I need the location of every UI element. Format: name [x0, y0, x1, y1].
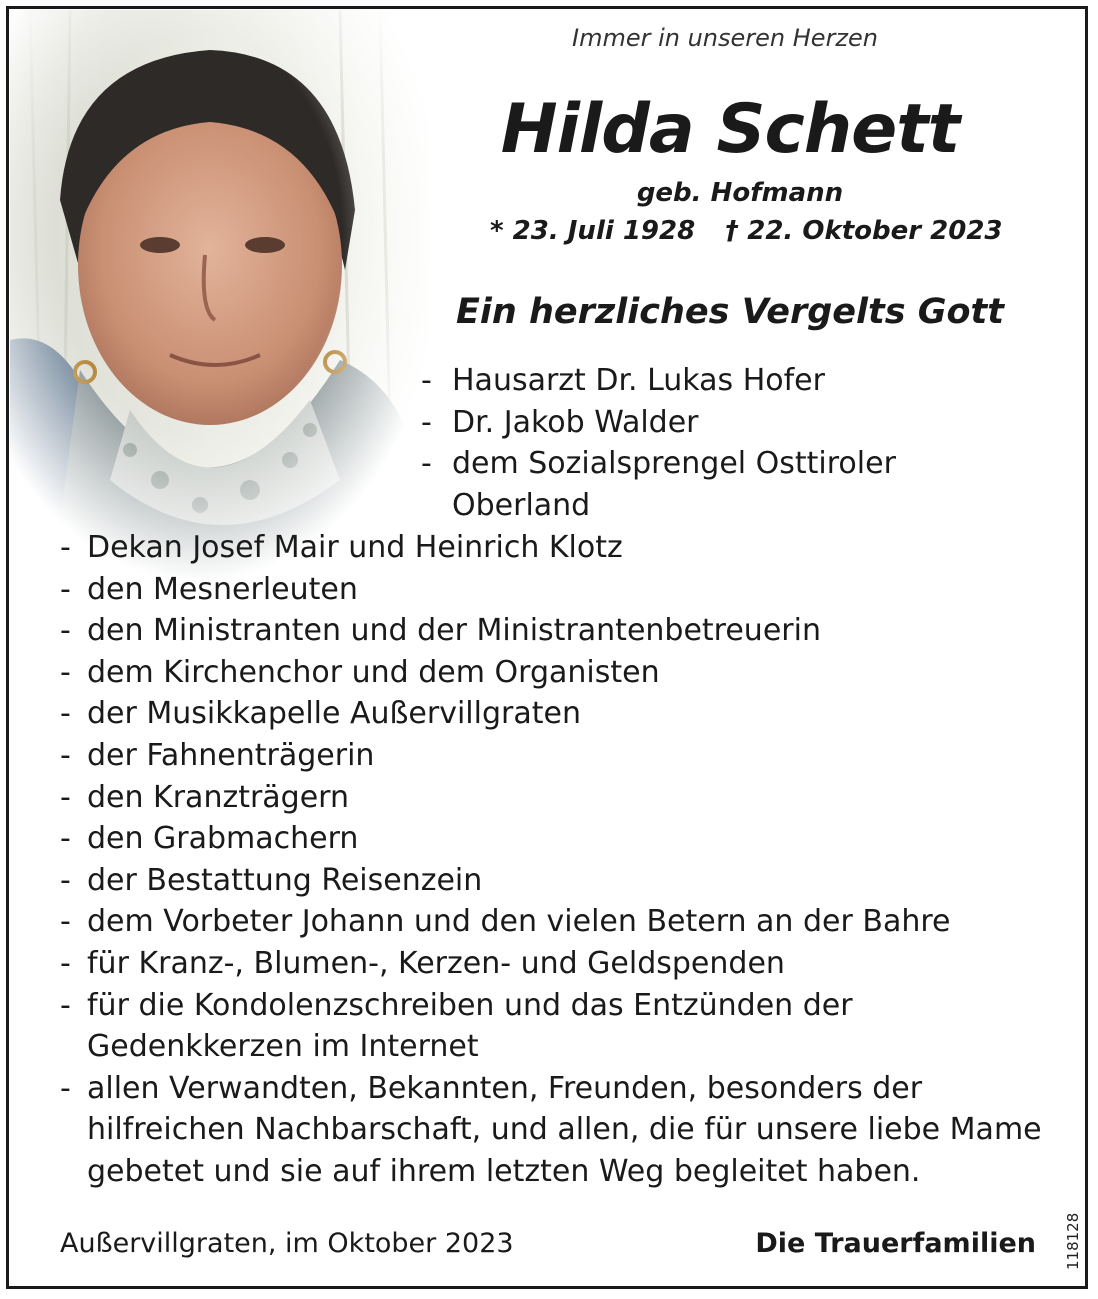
list-dash: - [60, 530, 71, 565]
list-item [60, 652, 1060, 694]
ad-code: 118128 [1064, 1212, 1082, 1270]
list-item-text: für Kranz-, Blumen-, Kerzen- und Geldspenden [87, 945, 785, 981]
list-item [421, 360, 1061, 402]
life-dates [490, 216, 1003, 246]
motto: Immer in unseren Herzen [571, 24, 879, 52]
list-item-text: den Grabmachern [87, 821, 359, 857]
list-item [60, 901, 1060, 943]
maiden-name: geb. Hofmann [636, 178, 844, 208]
list-item [60, 693, 1060, 735]
portrait-photo [10, 10, 430, 600]
list-item-text: allen Verwandten, Bekannten, Freunden, besonders der hilfreichen Nachbarschaft, und allen, die für unsere liebe Mame gebetet und sie auf ihrem letzten Weg begleitet haben. [87, 1070, 1042, 1189]
list-item-text: dem Sozialsprengel Osttiroler Oberland [452, 446, 896, 523]
list-dash: - [60, 862, 71, 898]
death-date: † 22. Oktober 2023 [725, 216, 1003, 246]
list-dash: - [60, 945, 71, 981]
list-item-text: den Kranzträgern [87, 779, 350, 815]
thanks-heading: Ein herzliches Vergelts Gott [455, 292, 1005, 332]
list-dash: - [60, 779, 71, 815]
place-and-date: Außervillgraten, im Oktober 2023 [60, 1228, 514, 1259]
list-item [60, 818, 1060, 860]
list-item [421, 402, 1061, 444]
list-item [60, 1068, 1077, 1193]
signature: Die Trauerfamilien [755, 1228, 1036, 1259]
list-dash: - [421, 404, 432, 440]
list-item-text: für die Kondolenzschreiben und das Entzünden der Gedenkkerzen im Internet [87, 987, 853, 1065]
list-item-text: Dr. Jakob Walder [452, 404, 699, 440]
list-item [60, 527, 1060, 569]
list-item [60, 943, 1060, 985]
list-item [421, 443, 932, 526]
list-item [60, 610, 1060, 652]
list-item [60, 569, 1060, 611]
thanks-list-main [60, 527, 1060, 1193]
list-dash: - [60, 737, 71, 773]
list-dash: - [60, 613, 71, 649]
list-item [60, 985, 917, 1068]
list-item-text: der Musikkapelle Außervillgraten [87, 696, 581, 732]
list-dash: - [60, 571, 71, 607]
list-item [60, 735, 1060, 777]
list-dash: - [60, 1070, 71, 1106]
list-item-text: den Ministranten und der Ministrantenbetreuerin [87, 613, 821, 649]
list-item-text: Hausarzt Dr. Lukas Hofer [452, 363, 825, 398]
deceased-name: Hilda Schett [500, 90, 960, 169]
list-item-text: dem Vorbeter Johann und den vielen Betern an der Bahre [87, 904, 951, 940]
list-item-text: dem Kirchenchor und dem Organisten [87, 654, 660, 690]
list-item [60, 777, 1060, 819]
thanks-list-top [421, 360, 1061, 526]
list-dash: - [60, 654, 71, 690]
list-item [60, 860, 1060, 902]
list-item-text: der Fahnenträgerin [87, 737, 375, 773]
list-dash: - [60, 904, 71, 940]
list-dash: - [60, 987, 71, 1023]
list-dash: - [421, 363, 432, 398]
birth-date: * 23. Juli 1928 [490, 216, 696, 246]
list-item-text: den Mesnerleuten [87, 571, 358, 607]
list-item-text: der Bestattung Reisenzein [87, 862, 483, 898]
list-item-text: Dekan Josef Mair und Heinrich Klotz [87, 530, 623, 565]
list-dash: - [60, 821, 71, 857]
list-dash: - [421, 446, 432, 482]
list-dash: - [60, 696, 71, 732]
